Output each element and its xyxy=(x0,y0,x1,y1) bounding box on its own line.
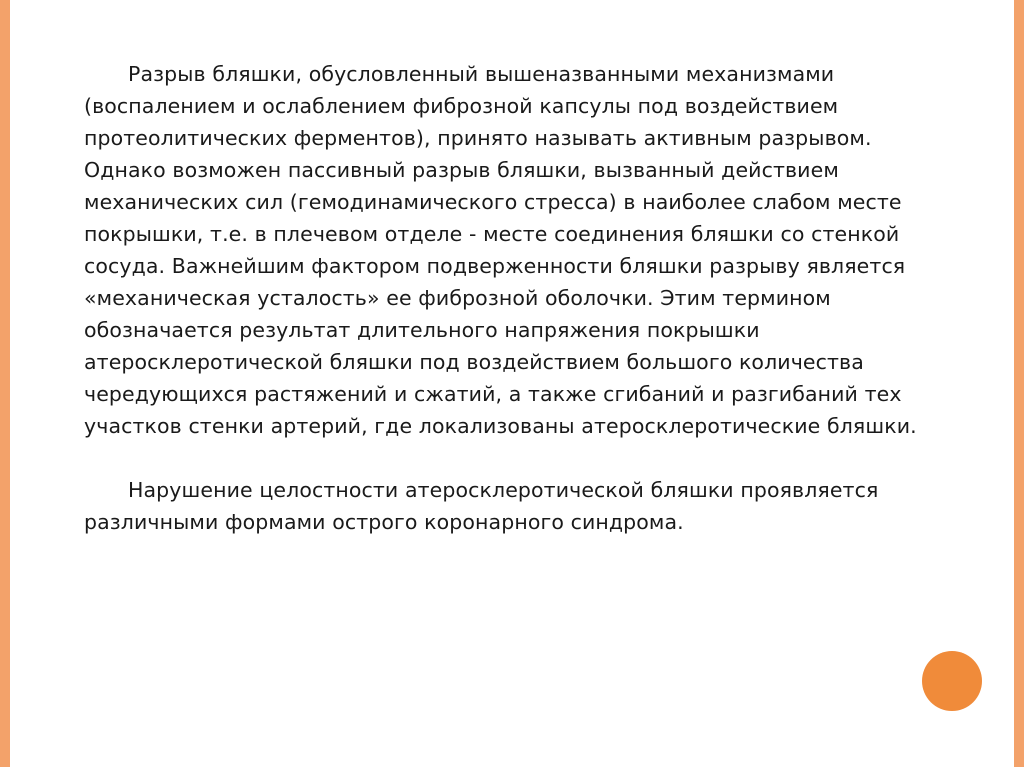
paragraph-2 xyxy=(84,474,946,538)
left-accent-bar xyxy=(0,0,10,767)
right-accent-bar xyxy=(1014,44,1024,767)
right-accent-bar-top xyxy=(1014,0,1024,44)
paragraph-1 xyxy=(84,58,946,442)
slide-content xyxy=(84,58,946,538)
paragraph-1-text: Разрыв бляшки, обусловленный вышеназванными механизмами (воспалением и ослаблением фиброзной капсулы под воздействием протеолитических ферментов), принято называть активным разрывом. Однако возможен пассивный разрыв бляшки, вызванный действием механических сил (гемодинамического стресса) в наиболее слабом месте покрышки, т.е. в плечевом отделе - месте соединения бляшки со стенкой сосуда. Важнейшим фактором подверженности бляшки разрыву является «механическая усталость» ее фиброзной оболочки. Этим термином обозначается результат длительного напряжения покрышки атеросклеротической бляшки под воздействием большого количества чередующихся растяжений и сжатий, а также сгибаний и разгибаний тех участков стенки артерий, где локализованы атеросклеротические бляшки. xyxy=(84,62,917,438)
paragraph-2-text: Нарушение целостности атеросклеротической бляшки проявляется различными формами острого коронарного синдрома. xyxy=(84,478,879,534)
body-text-block xyxy=(84,58,946,538)
decorative-circle xyxy=(922,651,982,711)
